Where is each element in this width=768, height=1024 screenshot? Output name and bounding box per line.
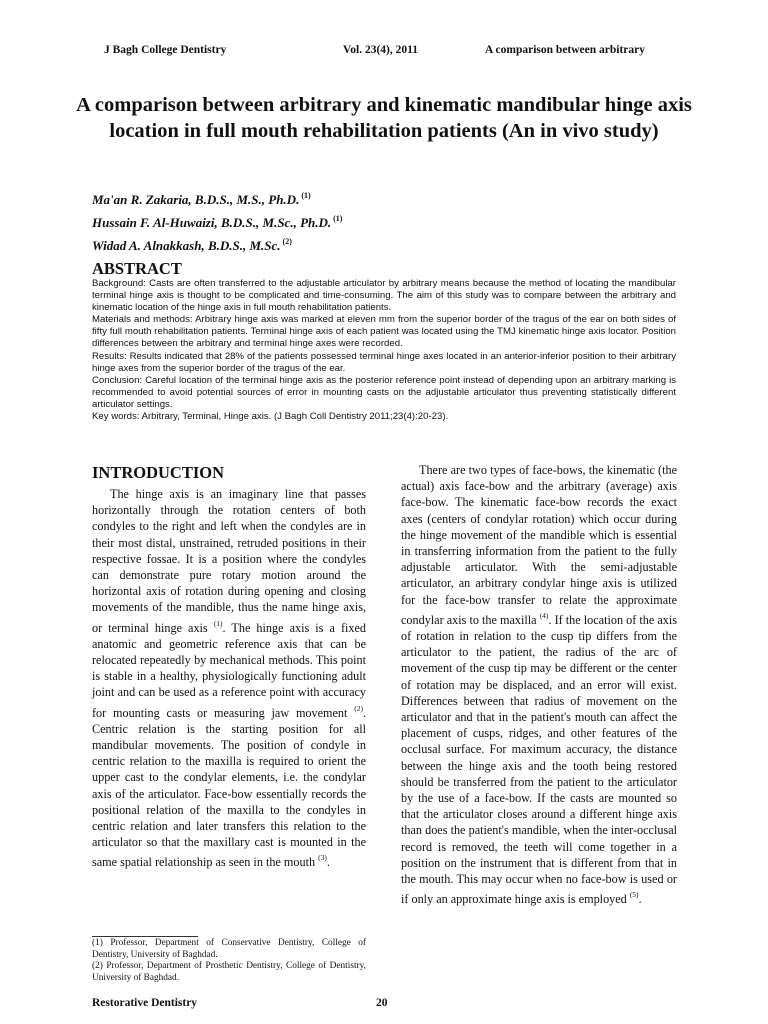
- footnote-2: (2) Professor, Department of Prosthetic Dentistry, College of Dentistry, University of Baghdad.: [92, 961, 366, 983]
- journal-name: J Bagh College Dentistry: [104, 44, 227, 56]
- abstract-conclusion: Conclusion: Careful location of the terminal hinge axis as the posterior reference point instead of depending upon an arbitrary marking is recommended to avoid potential sources of error in mounting casts on the adjustable articulator thus preventing statistically different articulator settings.: [92, 374, 676, 410]
- footnote-1: (1) Professor, Department of Conservative Dentistry, College of Dentistry, University of Baghdad.: [92, 938, 366, 960]
- author-3: [92, 232, 692, 255]
- author-name: Ma'an R. Zakaria, B.D.S., M.S., Ph.D.: [92, 192, 300, 207]
- page-number: 20: [376, 997, 388, 1009]
- abstract-results: Results: Results indicated that 28% of the patients possessed terminal hinge axes located in an anterior-inferior position to their arbitrary hinge axes from the superior border of the tragus of the ear.: [92, 350, 676, 374]
- author-name: Widad A. Alnakkash, B.D.S., M.Sc.: [92, 238, 281, 253]
- citation-ref: (3): [318, 853, 327, 863]
- introduction-paragraph-2: There are two types of face-bows, the kinematic (the actual) axis face-bow and the arbitrary (average) axis face-bow. The kinematic face-bow records the exact axes (centers of condylar rotation) which occur during the hinge movement of the mandible which is essential in transferring information from the patient to the fully adjustable articulator. With the semi-adjustable articulator, an arbitrary condylar hinge axis is utilized for the face-bow transfer to relate the approximate condylar axis to the maxilla $^{(4)}$. If the location of the axis of rotation in relation to the cusp tip differs from the articulator to the patient, the radius of the arc of movement of the cusp tip may be different or the center of rotation may be displaced, and an error will exist. Differences between that radius of movement on the articulator and that in the patient's mouth can affect the placement of cusps, ridges, and other features of the occlusal surface. For maximum accuracy, the distance between the hinge axis and the tooth being restored should be transferred from the patient to the articulator by the use of a face-bow. If the casts are mounted so that the articulator closes around a different hinge axis than does the patient's mandible, when the inter-occlusal record is removed, the teeth will come together in a position on the instrument that is different from that in the mouth. This may occur when no face-bow is used or if only an approximate hinge axis is employed $^{(5)}$.: [401, 463, 677, 907]
- footnotes: [92, 938, 366, 984]
- section-name: Restorative Dentistry: [92, 997, 198, 1009]
- affiliation-ref: (2): [282, 237, 292, 246]
- citation-ref: (1): [213, 618, 223, 628]
- affiliation-ref: (1): [301, 191, 311, 200]
- author-1: [92, 186, 692, 209]
- citation-ref: (2): [354, 703, 363, 713]
- author-list: [92, 186, 692, 255]
- right-column: [401, 462, 677, 907]
- left-column: [92, 463, 366, 871]
- abstract-background: Background: Casts are often transferred to the adjustable articulator by arbitrary means because the method of locating the mandibular terminal hinge axis is thought to be complicated and time-consuming. The aim of this study was to compare between the arbitrary and kinematic location of the hinge axis in full mouth rehabilitation patients.: [92, 278, 676, 314]
- abstract-keywords: Key words: Arbitrary, Terminal, Hinge axis. (J Bagh Coll Dentistry 2011;23(4):20-23).: [92, 411, 449, 423]
- running-title: A comparison between arbitrary: [485, 44, 646, 56]
- introduction-paragraph-1: The hinge axis is an imaginary line that passes horizontally through the rotation centers of both condyles to the right and left when the condyles are in their most distal, unstrained, retruded positions in their respective fossae. It is a position where the condyles can demonstrate pure rotary motion around the horizontal axis of rotation during opening and closing movements of the mandible, thus the name hinge axis, or terminal hinge axis $^{(1)}$. The hinge axis is a fixed anatomic and geometric reference axis that can be relocated repeatedly by mechanical methods. This point is stable in a healthy, physiologically functioning adult joint and can be used as a reference point with accuracy for mounting casts or measuring jaw movement $^{(2)}$. Centric relation is the starting position for all mandibular movements. The position of condyle in centric relation to the maxilla is required to orient the upper cast to the condylar elements, i.e. the condylar axis of the articulator. Face-bow essentially records the positional relation of the maxilla to the condyles in centric relation and later transfers this relation to the articulator so that the maxillary cast is mounted in the same spatial relationship as seen in the mouth $^{(3)}$.: [92, 487, 367, 870]
- abstract-body: [92, 278, 676, 423]
- article-title: A comparison between arbitrary and kinematic mandibular hinge axis location in full mouth rehabilitation patients (An in vivo study): [76, 94, 692, 142]
- introduction-heading: INTRODUCTION: [92, 463, 225, 482]
- author-2: [92, 209, 692, 232]
- citation-ref: (5): [629, 890, 639, 900]
- abstract-heading: ABSTRACT: [92, 259, 182, 278]
- abstract-methods: Materials and methods: Arbitrary hinge axis was marked at eleven mm from the superior border of the tragus of the ear on both sides of fifty full mouth rehabilitation patients. Terminal hinge axis of each patient was located using the TMJ kinematic hinge axis locator. Position differences between the arbitrary and terminal hinge axes were recorded.: [92, 314, 676, 350]
- citation-ref: (4): [539, 610, 549, 620]
- author-name: Hussain F. Al-Huwaizi, B.D.S., M.Sc., Ph.D.: [92, 215, 332, 230]
- footnote-divider: [92, 936, 198, 937]
- journal-volume: Vol. 23(4), 2011: [343, 44, 418, 56]
- affiliation-ref: (1): [333, 214, 343, 223]
